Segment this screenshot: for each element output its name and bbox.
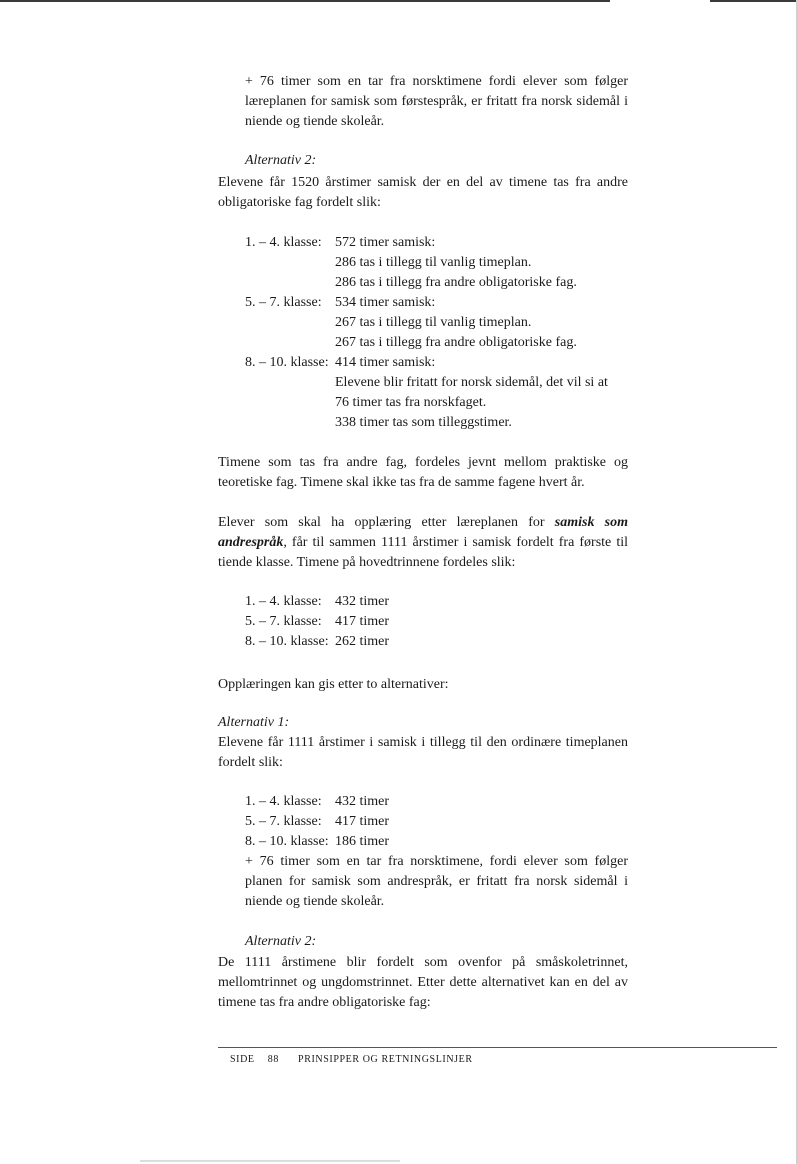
paragraph-timer-norsk: + 76 timer som en tar fra norsktimene fordi elever som følger læreplanen for samisk som førstespråk, er fritatt fra norsk sidemål i niende og tiende skoleår. <box>245 74 628 129</box>
para4-after: , får til sammen 1111 årstimer i samisk fordelt fra første til tiende klasse. Timene på hovedtrinnene fordeles slik: <box>218 535 628 570</box>
scan-edge-gap <box>610 0 710 2</box>
list-value: 417 timer <box>335 814 390 829</box>
list-value: 432 timer <box>335 594 390 609</box>
list-value: 534 timer samisk: <box>335 295 436 310</box>
list-value: 286 tas i tillegg fra andre obligatoriske fag. <box>335 275 577 290</box>
page-footer <box>230 1054 473 1065</box>
list-value: 76 timer tas fra norskfaget. <box>335 395 487 410</box>
paragraph-andresprak <box>218 513 628 573</box>
paragraph-1111-arstimer: Elevene får 1111 årstimer i samisk i tillegg til den ordinære timeplanen fordelt slik: <box>218 735 628 770</box>
list-value: 338 timer tas som tilleggstimer. <box>335 415 512 430</box>
heading-alternativ-1: Alternativ 1: <box>218 715 290 730</box>
para4-emphasis: samisk som andrespråk <box>218 515 628 550</box>
footer-side-label: SIDE <box>230 1054 255 1065</box>
list-value: 286 tas i tillegg til vanlig timeplan. <box>335 255 532 270</box>
heading-alternativ-2: Alternativ 2: <box>245 153 317 168</box>
paragraph-timer-andresprak: + 76 timer som en tar fra norsktimene, fordi elever som følger planen for samisk som andrespråk, er fritatt fra norsk sidemål i niende og tiende skoleår. <box>245 854 628 909</box>
list-label: 8. – 10. klasse: <box>245 634 329 649</box>
scan-edge-bottom <box>140 1160 400 1162</box>
list-value: 417 timer <box>335 614 390 629</box>
paragraph-smaskoletrinnet: De 1111 årstimene blir fordelt som ovenfor på småskoletrinnet, mellomtrinnet og ungdomstrinnet. Etter dette alternativet kan en del av timene tas fra andre obligatoriske fag: <box>218 955 628 1010</box>
list-value: 432 timer <box>335 794 390 809</box>
list-label: 8. – 10. klasse: <box>245 355 329 370</box>
para4-before: Elever som skal ha opplæring etter læreplanen for <box>218 515 555 530</box>
list-value: 267 tas i tillegg til vanlig timeplan. <box>335 315 532 330</box>
footer-title: PRINSIPPER OG RETNINGSLINJER <box>298 1054 473 1065</box>
list-value: 267 tas i tillegg fra andre obligatoriske fag. <box>335 335 577 350</box>
page-number: 88 <box>267 1054 279 1065</box>
list-label: 5. – 7. klasse: <box>245 814 322 829</box>
paragraph-1520-arstimer: Elevene får 1520 årstimer samisk der en del av timene tas fra andre obligatoriske fag fordelt slik: <box>218 175 628 210</box>
list-label: 5. – 7. klasse: <box>245 614 322 629</box>
list-label: 1. – 4. klasse: <box>245 794 322 809</box>
paragraph-fordeling-fag: Timene som tas fra andre fag, fordeles jevnt mellom praktiske og teoretiske fag. Timene skal ikke tas fra de samme fagene hvert år. <box>218 455 628 490</box>
footer-rule <box>218 1047 777 1048</box>
list-value: Elevene blir fritatt for norsk sidemål, det vil si at <box>335 375 608 390</box>
list-label: 1. – 4. klasse: <box>245 594 322 609</box>
paragraph-to-alternativer: Opplæringen kan gis etter to alternativer: <box>218 677 449 692</box>
list-label: 1. – 4. klasse: <box>245 235 322 250</box>
list-label: 8. – 10. klasse: <box>245 834 329 849</box>
list-label: 5. – 7. klasse: <box>245 295 322 310</box>
heading-alternativ-2-second: Alternativ 2: <box>245 934 317 949</box>
list-value: 414 timer samisk: <box>335 355 436 370</box>
list-value: 572 timer samisk: <box>335 235 436 250</box>
list-value: 186 timer <box>335 834 390 849</box>
list-value: 262 timer <box>335 634 390 649</box>
